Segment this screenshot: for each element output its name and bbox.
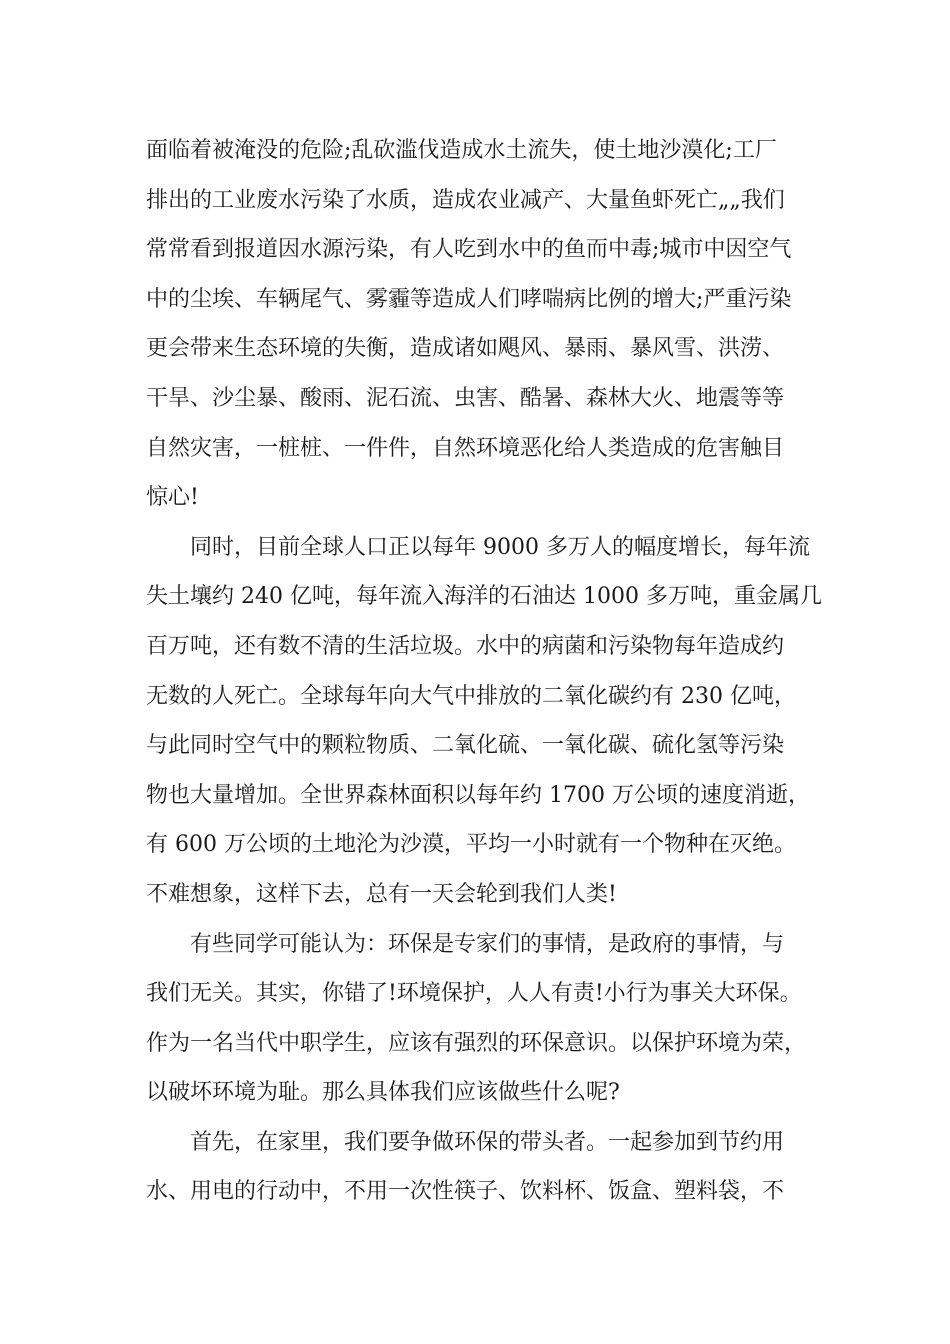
text-line: 排出的工业废水污染了水质，造成农业减产、大量鱼虾死亡„„我们: [146, 187, 785, 213]
text-line: 惊心!: [146, 485, 199, 511]
text-line: 百万吨，还有数不清的生活垃圾。水中的病菌和污染物每年造成约: [146, 633, 785, 659]
text-line: 更会带来生态环境的失衡，造成诸如飓风、暴雨、暴风雪、洪涝、: [146, 336, 785, 362]
text-line: 不难想象，这样下去，总有一天会轮到我们人类!: [146, 881, 617, 907]
text-line: 作为一名当代中职学生，应该有强烈的环保意识。以保护环境为荣，: [146, 1030, 807, 1056]
text-line: 水、用电的行动中，不用一次性筷子、饮料杯、饭盒、塑料袋，不: [146, 1179, 785, 1205]
text-line: 有 600 万公顷的土地沦为沙漠，平均一小时就有一个物种在灭绝。: [146, 832, 796, 858]
paragraph-first-line: 同时，目前全球人口正以每年 9000 多万人的幅度增长，每年流: [190, 534, 810, 560]
text-line: 常常看到报道因水源污染，有人吃到水中的鱼而中毒;城市中因空气: [146, 237, 792, 263]
text-line: 以破坏环境为耻。那么具体我们应该做些什么呢?: [146, 1080, 620, 1106]
text-line: 物也大量增加。全世界森林面积以每年约 1700 万公顷的速度消逝，: [146, 782, 810, 808]
text-line: 与此同时空气中的颗粒物质、二氧化硫、一氧化碳、硫化氢等污染: [146, 733, 785, 759]
text-line: 我们无关。其实，你错了!环境保护，人人有责!小行为事关大环保。: [146, 981, 802, 1007]
text-line: 无数的人死亡。全球每年向大气中排放的二氧化碳约有 230 亿吨，: [146, 683, 796, 709]
text-line: 失土壤约 240 亿吨，每年流入海洋的石油达 1000 多万吨，重金属几: [146, 584, 822, 610]
text-line: 干旱、沙尘暴、酸雨、泥石流、虫害、酷暑、森林大火、地震等等: [146, 385, 785, 411]
text-line: 面临着被淹没的危险;乱砍滥伐造成水土流失，使土地沙漠化;工厂: [146, 138, 777, 163]
text-line: 自然灾害，一桩桩、一件件，自然环境恶化给人类造成的危害触目: [146, 435, 785, 461]
paragraph-first-line: 有些同学可能认为：环保是专家们的事情，是政府的事情，与: [190, 931, 785, 957]
text-line: 中的尘埃、车辆尾气、雾霾等造成人们哮喘病比例的增大;严重污染: [146, 286, 792, 312]
paragraph-first-line: 首先，在家里，我们要争做环保的带头者。一起参加到节约用: [190, 1129, 785, 1155]
document-body: [146, 126, 822, 1217]
